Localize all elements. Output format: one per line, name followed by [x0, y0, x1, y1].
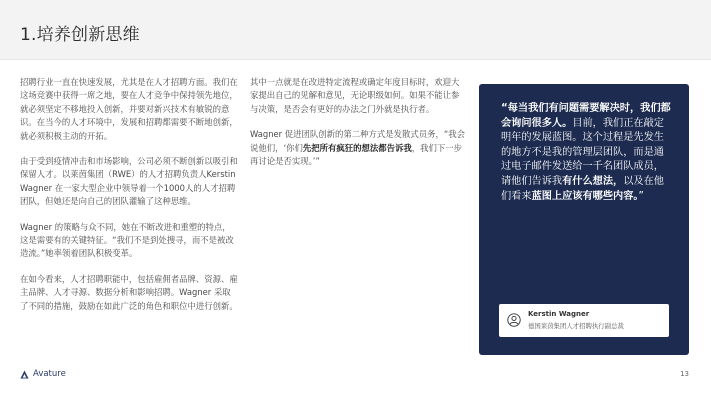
person-icon — [507, 313, 521, 327]
paragraph: Wagner 的策略与众不同，她在不断改进和重塑的特点，这是需要有的关键特征。“我们不是到处搜寻，而不是被改造流。”她率领着团队积极变革。 — [20, 221, 234, 259]
quote-end: ” — [638, 190, 644, 202]
page-number: 13 — [680, 370, 689, 378]
avature-logo-icon — [20, 370, 29, 379]
text-column-left — [20, 76, 238, 325]
person-attribution — [499, 304, 669, 337]
person-name: Kerstin Wagner — [528, 310, 590, 318]
paragraph: 在如今看来，人才招聘职能中，包括雇佣者品牌、资源、雇主品牌、人才寻源、数据分析和影响招聘。Wagner 采取了不同的措施，鼓励在如此广泛的角色和职位中进行创新。 — [20, 273, 238, 311]
quote-bold: 蓝图上应该有哪些内容。 — [531, 190, 639, 202]
quote-normal: 目前，我们正在敲定明年的发展蓝图。这个过程是先发生的地方不是我的管理层团队，而是通过电子邮件发送给一千名团队成员，请他们告诉我 — [501, 117, 664, 187]
paragraph: 其中一点就是在改进特定流程或确定年度目标时，欢迎大家提出自己的见解和意见，无论职级如何。如果不能让参与决策，是否会有更好的办法之门外就是执行者。 — [250, 77, 460, 114]
avature-logo — [20, 369, 66, 379]
paragraph — [250, 128, 466, 168]
quote-bold: “每当我们有问题需要解决时，我们都会询问很多人。 — [501, 103, 671, 129]
quote-text — [501, 102, 673, 204]
person-role: 德国莱茵集团人才招聘执行副总裁 — [528, 322, 624, 330]
text-run-bold: 先把所有疯狂的想法都告诉我 — [302, 142, 412, 153]
text-run: Wagner 促进团队创新的第二种方式是发散式员务，“我会说他们，‘你们 — [250, 129, 465, 153]
text-run: ，我们下一步再讨论是否实现。’” — [250, 142, 463, 167]
logo-text: Avature — [33, 369, 66, 379]
title-bar — [0, 0, 711, 60]
page-title: 1.培养创新思维 — [20, 25, 140, 45]
paragraph: 招聘行业一直在快速发展，尤其是在人才招聘方面。我们在这场竞赛中获得一席之地，要在人才竞争中保持领先地位，就必须坚定不移地投入创新，并要对新兴技术有敏锐的意识。在当今的人才环境中，发展和招聘都需要不断地创新，就必须积极主动的开拓。 — [20, 77, 238, 141]
quote-normal: 以及在他们看来 — [501, 175, 664, 202]
paragraph: 由于受到疫情冲击和市场影响，公司必须不断创新以吸引和保留人才。以莱茵集团（RWE）的人才招聘负责人Kerstin Wagner 在一家大型企业中领导着一个1000人的人才招聘团队，但她还是向自己的团队灌输了这种思维。 — [20, 156, 238, 207]
quote-card — [479, 84, 689, 355]
text-column-middle — [250, 76, 466, 180]
quote-bold: 有什么想法， — [562, 175, 624, 187]
